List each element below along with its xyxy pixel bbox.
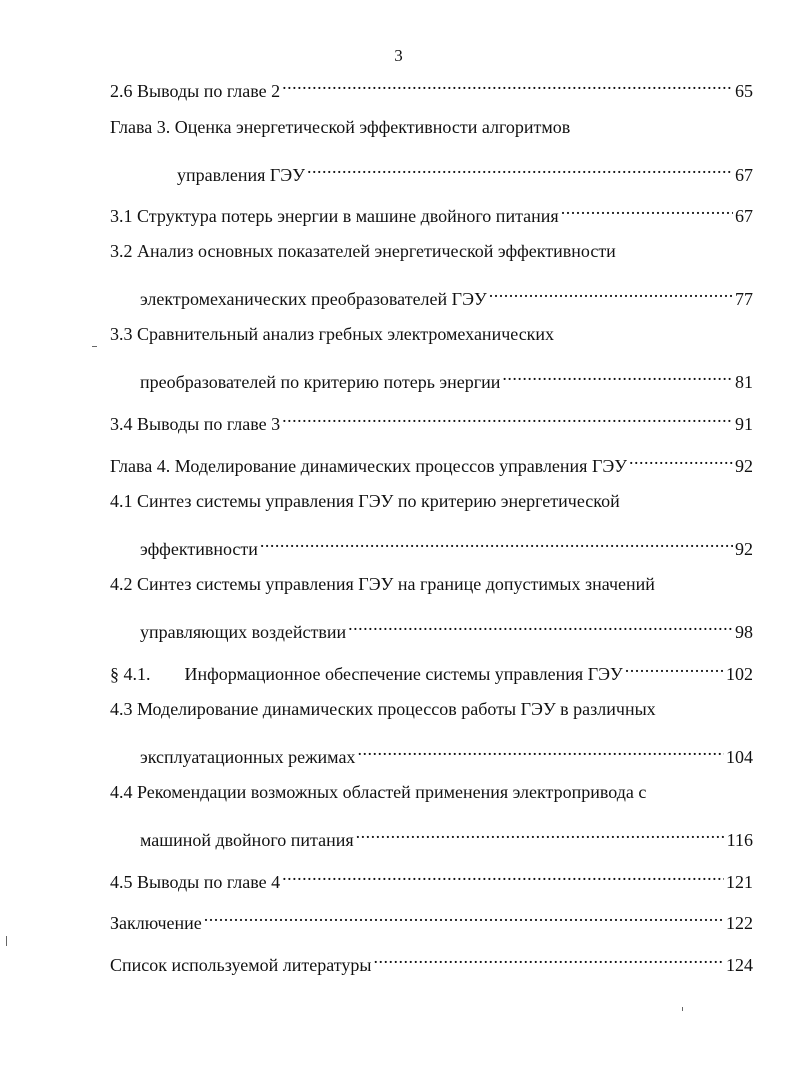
dot-leader <box>561 198 733 222</box>
toc-entry-4-1-line1[interactable] <box>110 489 620 513</box>
toc-entry-4-5[interactable] <box>110 864 753 892</box>
toc-label: 4.3 <box>110 699 133 719</box>
page-number: 3 <box>394 46 403 65</box>
toc-title: Выводы по главе 3 <box>137 414 281 434</box>
toc-page: 116 <box>726 830 753 850</box>
toc-label: 3.4 <box>110 414 133 434</box>
toc-label: 4.2 <box>110 574 133 594</box>
toc-page: 122 <box>726 913 753 933</box>
toc-title: Выводы по главе 2 <box>137 81 281 101</box>
toc-entry-2-6[interactable] <box>110 73 753 101</box>
toc-entry-chapter-3-line1[interactable] <box>110 115 570 139</box>
toc-title-cont: эксплуатационных режимах <box>140 747 356 767</box>
dot-leader <box>260 531 733 555</box>
dot-leader <box>357 739 724 763</box>
toc-page: 67 <box>735 206 753 226</box>
toc-page: 77 <box>735 289 753 309</box>
toc-title-cont: эффективности <box>140 539 258 559</box>
toc-entry-3-2-line2[interactable] <box>140 281 753 309</box>
toc-label: 3.2 <box>110 241 133 261</box>
scan-speck <box>92 346 97 347</box>
toc-label: § 4.1. <box>110 664 151 684</box>
toc-page: 91 <box>735 414 753 434</box>
dot-leader <box>307 157 733 181</box>
dot-leader <box>204 905 724 929</box>
toc-title: Информационное обеспечение системы управления ГЭУ <box>184 664 623 684</box>
toc-title-cont: управляющих воздействии <box>140 622 347 642</box>
toc-title: Список используемой литературы <box>110 955 372 975</box>
toc-page: 67 <box>735 165 753 185</box>
toc-title-cont: управления ГЭУ <box>177 165 305 185</box>
toc-entry-3-3-line1[interactable] <box>110 322 554 346</box>
dot-leader <box>282 406 733 430</box>
toc-title: Заключение <box>110 913 202 933</box>
dot-leader <box>629 448 733 472</box>
toc-entry-chapter-3-line2[interactable] <box>177 157 753 185</box>
toc-title: Оценка энергетической эффективности алгоритмов <box>174 117 571 137</box>
toc-title: Рекомендации возможных областей применения электропривода с <box>137 782 647 802</box>
toc-entry-conclusion[interactable] <box>110 905 753 933</box>
toc-label: 3.1 <box>110 206 133 226</box>
toc-title: Синтез системы управления ГЭУ по критерию энергетической <box>137 491 620 511</box>
toc-label: 4.1 <box>110 491 133 511</box>
toc-entry-4-3-line2[interactable] <box>140 739 753 767</box>
scan-speck <box>6 936 7 946</box>
toc-entry-3-2-line1[interactable] <box>110 239 616 263</box>
toc-page: 92 <box>735 456 753 476</box>
toc-entry-3-3-line2[interactable] <box>140 364 753 392</box>
toc-entry-4-4-line1[interactable] <box>110 780 646 804</box>
toc-entry-3-1[interactable] <box>110 198 753 226</box>
toc-label: 4.5 <box>110 872 133 892</box>
toc-page: 98 <box>735 622 753 642</box>
scan-speck <box>682 1007 683 1011</box>
toc-page: 81 <box>735 372 753 392</box>
toc-title: Сравнительный анализ гребных электромеханических <box>137 324 555 344</box>
toc-entry-references[interactable] <box>110 947 753 975</box>
toc-page: 124 <box>726 955 753 975</box>
toc-title: Структура потерь энергии в машине двойного питания <box>137 206 559 226</box>
dot-leader <box>489 281 733 305</box>
dot-leader <box>502 364 733 388</box>
toc-page: 92 <box>735 539 753 559</box>
toc-title: Моделирование динамических процессов работы ГЭУ в различных <box>137 699 656 719</box>
toc-entry-4-2-line2[interactable] <box>140 614 753 642</box>
toc-title-cont: преобразователей по критерию потерь энергии <box>140 372 501 392</box>
dot-leader <box>625 656 724 680</box>
toc-title: Синтез системы управления ГЭУ на границе допустимых значений <box>137 574 655 594</box>
toc-entry-paragraph-4-1[interactable] <box>110 656 753 684</box>
toc-label: Глава 3. <box>110 117 171 137</box>
toc-entry-chapter-4[interactable] <box>110 448 753 476</box>
toc-page: 65 <box>735 81 753 101</box>
toc-label: Глава 4. <box>110 456 171 476</box>
toc-title-cont: машиной двойного питания <box>140 830 354 850</box>
toc-title: Анализ основных показателей энергетической эффективности <box>137 241 616 261</box>
toc-page: 104 <box>726 747 753 767</box>
toc-page: 102 <box>726 664 753 684</box>
dot-leader <box>356 822 725 846</box>
dot-leader <box>282 73 733 97</box>
dot-leader <box>373 947 724 971</box>
toc-entry-4-3-line1[interactable] <box>110 697 656 721</box>
toc-label: 4.4 <box>110 782 133 802</box>
dot-leader <box>348 614 733 638</box>
toc-label: 3.3 <box>110 324 133 344</box>
toc-label: 2.6 <box>110 81 133 101</box>
toc-entry-4-1-line2[interactable] <box>140 531 753 559</box>
toc-entry-4-2-line1[interactable] <box>110 572 655 596</box>
toc-entry-4-4-line2[interactable] <box>140 822 753 850</box>
toc-title-cont: электромеханических преобразователей ГЭУ <box>140 289 487 309</box>
dot-leader <box>282 864 724 888</box>
toc-title: Моделирование динамических процессов управления ГЭУ <box>174 456 627 476</box>
toc-entry-3-4[interactable] <box>110 406 753 434</box>
toc-page: 121 <box>726 872 753 892</box>
toc-title: Выводы по главе 4 <box>137 872 281 892</box>
